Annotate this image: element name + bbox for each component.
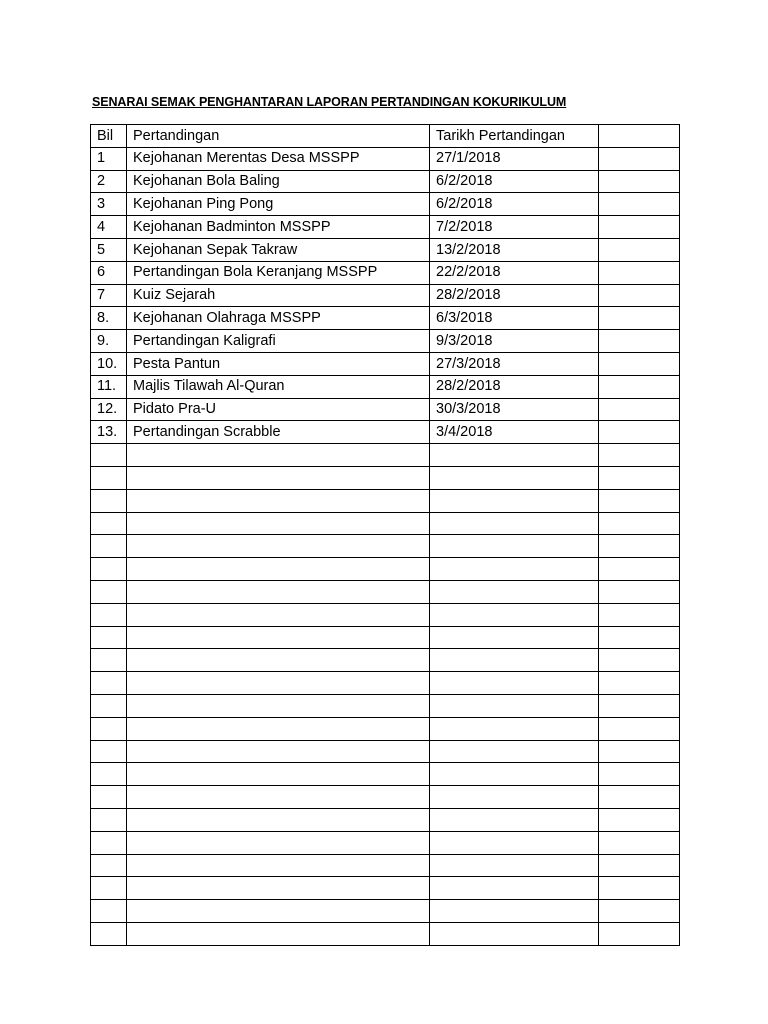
cell-tarikh <box>430 558 599 581</box>
cell-pertandingan: Kejohanan Olahraga MSSPP <box>127 307 430 330</box>
cell-bil: 7 <box>91 284 127 307</box>
cell-extra <box>599 626 680 649</box>
table-row <box>91 193 680 216</box>
cell-pertandingan <box>127 694 430 717</box>
table-row <box>91 147 680 170</box>
cell-bil: 3 <box>91 193 127 216</box>
table-row <box>91 421 680 444</box>
cell-extra <box>599 922 680 945</box>
cell-pertandingan <box>127 580 430 603</box>
table-row <box>91 831 680 854</box>
cell-tarikh <box>430 489 599 512</box>
cell-bil: 4 <box>91 216 127 239</box>
cell-extra <box>599 786 680 809</box>
cell-bil: 10. <box>91 352 127 375</box>
table-row <box>91 216 680 239</box>
cell-bil <box>91 694 127 717</box>
table-row <box>91 261 680 284</box>
cell-pertandingan <box>127 489 430 512</box>
cell-extra <box>599 558 680 581</box>
cell-extra <box>599 216 680 239</box>
table-body <box>91 147 680 945</box>
table-row <box>91 626 680 649</box>
cell-bil: 8. <box>91 307 127 330</box>
header-row <box>91 125 680 148</box>
cell-extra <box>599 398 680 421</box>
table-row <box>91 466 680 489</box>
cell-extra <box>599 580 680 603</box>
cell-pertandingan <box>127 786 430 809</box>
cell-tarikh: 7/2/2018 <box>430 216 599 239</box>
cell-bil: 13. <box>91 421 127 444</box>
table-row <box>91 512 680 535</box>
cell-extra <box>599 444 680 467</box>
cell-bil: 1 <box>91 147 127 170</box>
table-row <box>91 900 680 923</box>
header-bil: Bil <box>91 125 127 148</box>
cell-extra <box>599 261 680 284</box>
cell-tarikh <box>430 808 599 831</box>
cell-pertandingan: Kejohanan Badminton MSSPP <box>127 216 430 239</box>
table-row <box>91 352 680 375</box>
cell-pertandingan <box>127 535 430 558</box>
table-row <box>91 580 680 603</box>
cell-tarikh <box>430 649 599 672</box>
cell-bil <box>91 535 127 558</box>
cell-pertandingan <box>127 854 430 877</box>
header-tarikh: Tarikh Pertandingan <box>430 125 599 148</box>
cell-bil <box>91 854 127 877</box>
cell-extra <box>599 672 680 695</box>
cell-tarikh: 27/3/2018 <box>430 352 599 375</box>
cell-bil <box>91 558 127 581</box>
cell-tarikh: 22/2/2018 <box>430 261 599 284</box>
cell-pertandingan: Kejohanan Ping Pong <box>127 193 430 216</box>
table-row <box>91 649 680 672</box>
cell-extra <box>599 352 680 375</box>
cell-pertandingan <box>127 763 430 786</box>
cell-tarikh <box>430 694 599 717</box>
table-row <box>91 854 680 877</box>
cell-bil <box>91 512 127 535</box>
cell-bil <box>91 786 127 809</box>
cell-bil: 2 <box>91 170 127 193</box>
table-row <box>91 238 680 261</box>
cell-tarikh: 6/2/2018 <box>430 170 599 193</box>
table-row <box>91 558 680 581</box>
cell-pertandingan <box>127 444 430 467</box>
cell-bil <box>91 877 127 900</box>
cell-bil <box>91 831 127 854</box>
cell-bil <box>91 649 127 672</box>
cell-bil <box>91 444 127 467</box>
table-row <box>91 740 680 763</box>
table-row <box>91 877 680 900</box>
cell-bil <box>91 717 127 740</box>
cell-tarikh <box>430 786 599 809</box>
cell-extra <box>599 193 680 216</box>
cell-bil <box>91 672 127 695</box>
cell-bil <box>91 900 127 923</box>
header-pertandingan: Pertandingan <box>127 125 430 148</box>
cell-extra <box>599 808 680 831</box>
cell-extra <box>599 421 680 444</box>
cell-extra <box>599 649 680 672</box>
cell-extra <box>599 238 680 261</box>
cell-tarikh: 28/2/2018 <box>430 375 599 398</box>
cell-extra <box>599 466 680 489</box>
table-row <box>91 694 680 717</box>
cell-pertandingan: Kejohanan Merentas Desa MSSPP <box>127 147 430 170</box>
table-row <box>91 284 680 307</box>
cell-extra <box>599 763 680 786</box>
cell-tarikh <box>430 900 599 923</box>
cell-tarikh <box>430 763 599 786</box>
cell-pertandingan <box>127 672 430 695</box>
cell-pertandingan <box>127 512 430 535</box>
table-row <box>91 717 680 740</box>
table-row <box>91 307 680 330</box>
cell-tarikh <box>430 672 599 695</box>
cell-tarikh: 9/3/2018 <box>430 330 599 353</box>
cell-pertandingan: Kejohanan Sepak Takraw <box>127 238 430 261</box>
cell-bil <box>91 763 127 786</box>
table-row <box>91 330 680 353</box>
cell-bil <box>91 626 127 649</box>
cell-tarikh <box>430 740 599 763</box>
cell-pertandingan: Pesta Pantun <box>127 352 430 375</box>
cell-extra <box>599 330 680 353</box>
cell-tarikh <box>430 444 599 467</box>
cell-pertandingan: Pertandingan Scrabble <box>127 421 430 444</box>
cell-pertandingan <box>127 808 430 831</box>
cell-extra <box>599 535 680 558</box>
cell-bil <box>91 922 127 945</box>
table-row <box>91 375 680 398</box>
cell-bil: 11. <box>91 375 127 398</box>
cell-pertandingan <box>127 877 430 900</box>
cell-tarikh: 6/3/2018 <box>430 307 599 330</box>
table-row <box>91 398 680 421</box>
table-row <box>91 763 680 786</box>
cell-pertandingan <box>127 649 430 672</box>
cell-pertandingan <box>127 831 430 854</box>
cell-extra <box>599 170 680 193</box>
table-row <box>91 922 680 945</box>
checklist-table <box>90 124 680 946</box>
cell-extra <box>599 603 680 626</box>
cell-tarikh <box>430 535 599 558</box>
cell-extra <box>599 717 680 740</box>
cell-bil: 9. <box>91 330 127 353</box>
cell-pertandingan: Pertandingan Bola Keranjang MSSPP <box>127 261 430 284</box>
cell-bil: 6 <box>91 261 127 284</box>
cell-pertandingan <box>127 900 430 923</box>
cell-tarikh <box>430 717 599 740</box>
cell-pertandingan <box>127 922 430 945</box>
table-row <box>91 444 680 467</box>
cell-bil <box>91 808 127 831</box>
table-row <box>91 489 680 512</box>
table-row <box>91 535 680 558</box>
page-title: SENARAI SEMAK PENGHANTARAN LAPORAN PERTANDINGAN KOKURIKULUM <box>92 95 567 109</box>
cell-tarikh: 3/4/2018 <box>430 421 599 444</box>
cell-extra <box>599 284 680 307</box>
cell-extra <box>599 854 680 877</box>
cell-tarikh <box>430 922 599 945</box>
cell-tarikh <box>430 854 599 877</box>
cell-extra <box>599 694 680 717</box>
cell-pertandingan: Kuiz Sejarah <box>127 284 430 307</box>
cell-tarikh <box>430 831 599 854</box>
cell-tarikh: 27/1/2018 <box>430 147 599 170</box>
cell-tarikh: 30/3/2018 <box>430 398 599 421</box>
cell-extra <box>599 512 680 535</box>
cell-pertandingan <box>127 717 430 740</box>
cell-pertandingan: Pertandingan Kaligrafi <box>127 330 430 353</box>
cell-pertandingan <box>127 626 430 649</box>
cell-pertandingan <box>127 466 430 489</box>
cell-tarikh: 6/2/2018 <box>430 193 599 216</box>
cell-bil <box>91 489 127 512</box>
table-row <box>91 808 680 831</box>
cell-pertandingan <box>127 740 430 763</box>
table-row <box>91 672 680 695</box>
cell-bil <box>91 740 127 763</box>
cell-extra <box>599 831 680 854</box>
cell-extra <box>599 375 680 398</box>
cell-tarikh <box>430 512 599 535</box>
cell-tarikh <box>430 580 599 603</box>
cell-extra <box>599 147 680 170</box>
table-row <box>91 786 680 809</box>
cell-extra <box>599 740 680 763</box>
cell-extra <box>599 307 680 330</box>
cell-pertandingan <box>127 558 430 581</box>
cell-pertandingan: Pidato Pra-U <box>127 398 430 421</box>
cell-bil: 12. <box>91 398 127 421</box>
cell-pertandingan: Majlis Tilawah Al-Quran <box>127 375 430 398</box>
cell-bil: 5 <box>91 238 127 261</box>
cell-tarikh <box>430 626 599 649</box>
cell-tarikh: 13/2/2018 <box>430 238 599 261</box>
cell-tarikh <box>430 466 599 489</box>
cell-tarikh: 28/2/2018 <box>430 284 599 307</box>
cell-extra <box>599 877 680 900</box>
table-row <box>91 170 680 193</box>
cell-pertandingan: Kejohanan Bola Baling <box>127 170 430 193</box>
cell-bil <box>91 603 127 626</box>
cell-extra <box>599 900 680 923</box>
cell-bil <box>91 580 127 603</box>
cell-extra <box>599 489 680 512</box>
cell-bil <box>91 466 127 489</box>
header-extra <box>599 125 680 148</box>
cell-tarikh <box>430 603 599 626</box>
cell-pertandingan <box>127 603 430 626</box>
table-row <box>91 603 680 626</box>
cell-tarikh <box>430 877 599 900</box>
